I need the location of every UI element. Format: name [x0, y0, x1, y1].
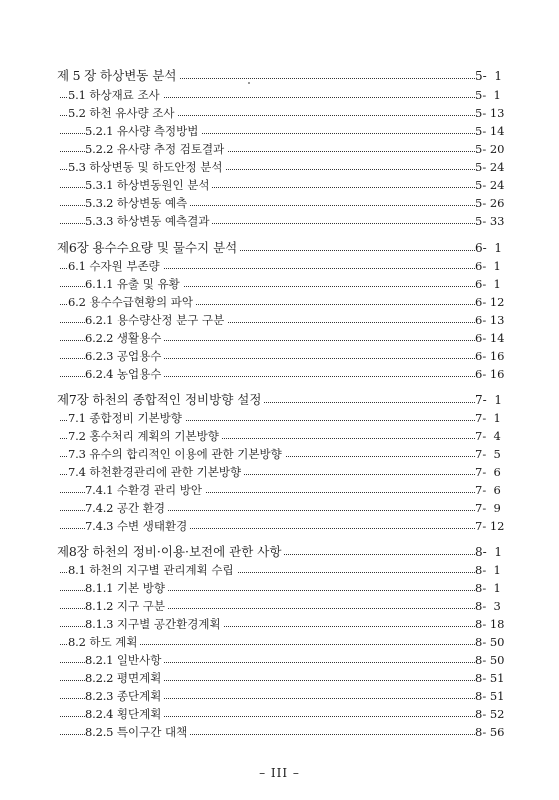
toc-subsection-entry[interactable] — [0, 365, 559, 383]
toc-entry-page-number: 5- 1 — [475, 86, 520, 104]
toc-entry-number: 5.2.1 — [85, 124, 114, 138]
toc-section-entry[interactable] — [0, 104, 559, 122]
toc-subsection-entry[interactable] — [0, 481, 559, 499]
toc-entry-page-number: 7- 4 — [475, 427, 520, 445]
toc-entry-title: 하천환경관리에 관한 기본방향 — [89, 465, 242, 479]
toc-entry-label — [68, 86, 163, 104]
toc-entry-page-number: 7- 9 — [475, 499, 520, 517]
toc-entry-number: 7.4 — [68, 465, 86, 479]
toc-entry-label — [68, 561, 237, 579]
toc-entry-title: 하천의 정비·이용·보전에 관한 사항 — [92, 544, 282, 559]
toc-subsection-entry[interactable] — [0, 499, 559, 517]
toc-entry-number: 7.4.2 — [85, 501, 114, 515]
toc-chapter-entry[interactable] — [0, 543, 559, 561]
toc-entry-number: 8.2 — [68, 635, 86, 649]
toc-entry-number: 5.3.3 — [85, 214, 114, 228]
toc-entry-label — [85, 194, 190, 212]
toc-subsection-entry[interactable] — [0, 669, 559, 687]
toc-section-entry[interactable] — [0, 427, 559, 445]
toc-section-entry[interactable] — [0, 158, 559, 176]
toc-entry-label — [85, 275, 183, 293]
toc-entry-page-number: 5- 24 — [475, 158, 520, 176]
toc-entry-label — [68, 445, 285, 463]
toc-entry-label — [85, 212, 212, 230]
toc-subsection-entry[interactable] — [0, 579, 559, 597]
toc-entry-page-number: 8- 51 — [475, 687, 520, 705]
toc-entry-label — [85, 140, 227, 158]
toc-entry-label — [57, 391, 264, 409]
toc-entry-title: 하천의 종합적인 정비방향 설정 — [92, 392, 262, 407]
toc-entry-title: 종합정비 기본방향 — [89, 411, 182, 425]
toc-section-entry[interactable] — [0, 257, 559, 275]
toc-entry-number: 제8장 — [57, 544, 89, 559]
toc-section-entry[interactable] — [0, 86, 559, 104]
toc-entry-number: 5.3.2 — [85, 196, 114, 210]
toc-entry-number: 제7장 — [57, 392, 89, 407]
toc-entry-title: 하상변동 분석 — [100, 68, 177, 83]
toc-entry-number: 7.2 — [68, 429, 86, 443]
toc-entry-page-number: 8- 56 — [475, 723, 520, 741]
toc-entry-title: 용수량산정 분구 구분 — [116, 313, 225, 327]
toc-chapter-entry[interactable] — [0, 391, 559, 409]
toc-entry-page-number: 8- 1 — [475, 543, 520, 561]
toc-entry-number: 8.1 — [68, 563, 86, 577]
toc-entry-number: 5.3.1 — [85, 178, 114, 192]
toc-entry-title: 지구별 공간환경계획 — [116, 617, 221, 631]
toc-entry-label — [68, 158, 226, 176]
toc-section-entry[interactable] — [0, 293, 559, 311]
toc-entry-label — [68, 257, 163, 275]
toc-section-entry[interactable] — [0, 463, 559, 481]
toc-subsection-entry[interactable] — [0, 705, 559, 723]
toc-entry-page-number: 6- 12 — [475, 293, 520, 311]
toc-subsection-entry[interactable] — [0, 347, 559, 365]
toc-entry-number: 7.3 — [68, 447, 86, 461]
toc-entry-title: 유수의 합리적인 이용에 관한 기본방향 — [89, 447, 282, 461]
toc-subsection-entry[interactable] — [0, 615, 559, 633]
toc-entry-label — [85, 651, 164, 669]
toc-entry-page-number: 8- 18 — [475, 615, 520, 633]
toc-entry-number: 제6장 — [57, 240, 89, 255]
toc-entry-label — [85, 347, 164, 365]
toc-entry-page-number: 6- 16 — [475, 347, 520, 365]
toc-entry-title: 유사량 측정방법 — [116, 124, 199, 138]
toc-section-entry[interactable] — [0, 633, 559, 651]
toc-entry-title: 홍수처리 계획의 기본방향 — [89, 429, 219, 443]
toc-entry-number: 8.1.3 — [85, 617, 114, 631]
toc-entry-title: 수자원 부존량 — [89, 259, 160, 273]
toc-entry-title: 농업용수 — [116, 367, 162, 381]
toc-subsection-entry[interactable] — [0, 212, 559, 230]
toc-subsection-entry[interactable] — [0, 122, 559, 140]
toc-entry-title: 공간 환경 — [116, 501, 166, 515]
toc-entry-title: 용수수요량 및 물수지 분석 — [92, 240, 238, 255]
toc-entry-number: 8.2.1 — [85, 653, 114, 667]
toc-entry-number: 6.2.4 — [85, 367, 114, 381]
toc-entry-number: 8.1.1 — [85, 581, 114, 595]
toc-entry-page-number: 5- 26 — [475, 194, 520, 212]
toc-entry-number: 5.3 — [68, 160, 86, 174]
toc-subsection-entry[interactable] — [0, 597, 559, 615]
toc-entry-title: 수환경 관리 방안 — [116, 483, 202, 497]
toc-entry-label — [68, 409, 185, 427]
toc-entry-page-number: 6- 16 — [475, 365, 520, 383]
toc-entry-page-number: 6- 1 — [475, 239, 520, 257]
toc-subsection-entry[interactable] — [0, 651, 559, 669]
toc-entry-title: 하상재료 조사 — [89, 88, 160, 102]
toc-entry-page-number: 8- 1 — [475, 561, 520, 579]
toc-entry-number: 8.2.3 — [85, 689, 114, 703]
toc-entry-label — [85, 669, 164, 687]
toc-entry-title: 지구 구분 — [116, 599, 166, 613]
toc-subsection-entry[interactable] — [0, 723, 559, 741]
toc-entry-page-number: 8- 1 — [475, 579, 520, 597]
scan-speck — [248, 82, 250, 84]
toc-entry-page-number: 6- 14 — [475, 329, 520, 347]
toc-section-entry[interactable] — [0, 445, 559, 463]
toc-subsection-entry[interactable] — [0, 687, 559, 705]
toc-entry-label — [85, 481, 205, 499]
toc-subsection-entry[interactable] — [0, 194, 559, 212]
toc-entry-title: 하천 유사량 조사 — [89, 106, 175, 120]
toc-entry-label — [85, 499, 168, 517]
toc-entry-number: 5.2.2 — [85, 142, 114, 156]
toc-entry-number: 8.1.2 — [85, 599, 114, 613]
toc-entry-page-number: 7- 12 — [475, 517, 520, 535]
toc-entry-page-number: 8- 3 — [475, 597, 520, 615]
toc-entry-page-number: 5- 13 — [475, 104, 520, 122]
toc-entry-page-number: 6- 1 — [475, 275, 520, 293]
toc-entry-page-number: 7- 5 — [475, 445, 520, 463]
toc-entry-label — [57, 543, 284, 561]
toc-entry-label — [68, 427, 222, 445]
toc-entry-title: 하상변동 및 하도안정 분석 — [89, 160, 223, 174]
toc-entry-page-number: 5- 1 — [475, 67, 520, 85]
toc-subsection-entry[interactable] — [0, 517, 559, 535]
toc-entry-title: 종단계획 — [116, 689, 162, 703]
toc-entry-label — [85, 615, 224, 633]
toc-entry-page-number: 8- 51 — [475, 669, 520, 687]
toc-entry-title: 평면계획 — [116, 671, 162, 685]
toc-entry-label — [85, 311, 227, 329]
toc-chapter-entry[interactable] — [0, 67, 559, 85]
toc-entry-title: 유사량 추정 검토결과 — [116, 142, 225, 156]
toc-entry-title: 용수수급현황의 파악 — [89, 295, 193, 309]
toc-entry-page-number: 8- 50 — [475, 651, 520, 669]
toc-entry-label — [57, 239, 240, 257]
toc-entry-number: 제 5 장 — [57, 68, 97, 83]
toc-entry-page-number: 8- 50 — [475, 633, 520, 651]
toc-entry-number: 7.4.3 — [85, 519, 114, 533]
toc-entry-number: 6.1.1 — [85, 277, 114, 291]
toc-entry-title: 유출 및 유황 — [116, 277, 180, 291]
toc-entry-label — [68, 104, 177, 122]
toc-entry-title: 하도 계획 — [89, 635, 138, 649]
toc-entry-label — [68, 463, 244, 481]
toc-entry-page-number: 6- 13 — [475, 311, 520, 329]
toc-entry-page-number: 7- 1 — [475, 409, 520, 427]
toc-entry-title: 기본 방향 — [116, 581, 166, 595]
toc-entry-number: 6.2.2 — [85, 331, 114, 345]
page-number-footer: – III – — [259, 766, 300, 780]
toc-subsection-entry[interactable] — [0, 176, 559, 194]
toc-entry-number: 8.2.5 — [85, 725, 114, 739]
toc-entry-title: 하상변동 예측 — [116, 196, 188, 210]
toc-entry-number: 6.2 — [68, 295, 86, 309]
toc-entry-title: 하상변동 예측결과 — [116, 214, 210, 228]
toc-entry-number: 8.2.4 — [85, 707, 114, 721]
toc-entry-label — [85, 723, 190, 741]
toc-entry-page-number: 5- 24 — [475, 176, 520, 194]
toc-entry-label — [68, 293, 196, 311]
toc-entry-title: 하천의 지구별 관리계획 수립 — [89, 563, 234, 577]
toc-entry-label — [85, 579, 168, 597]
toc-subsection-entry[interactable] — [0, 140, 559, 158]
toc-entry-page-number: 7- 6 — [475, 463, 520, 481]
toc-entry-label — [85, 517, 190, 535]
toc-entry-label — [85, 122, 201, 140]
toc-entry-number: 7.1 — [68, 411, 86, 425]
toc-entry-page-number: 5- 14 — [475, 122, 520, 140]
toc-subsection-entry[interactable] — [0, 329, 559, 347]
toc-entry-title: 공업용수 — [116, 349, 162, 363]
toc-entry-title: 하상변동원인 분석 — [116, 178, 210, 192]
toc-chapter-entry[interactable] — [0, 239, 559, 257]
toc-entry-page-number: 8- 52 — [475, 705, 520, 723]
toc-entry-label — [68, 633, 140, 651]
toc-entry-label — [85, 365, 164, 383]
toc-entry-page-number: 7- 6 — [475, 481, 520, 499]
toc-entry-title: 특이구간 대책 — [116, 725, 188, 739]
toc-entry-number: 5.2 — [68, 106, 86, 120]
toc-entry-title: 일반사항 — [116, 653, 162, 667]
toc-entry-number: 6.2.1 — [85, 313, 114, 327]
toc-entry-title: 수변 생태환경 — [116, 519, 188, 533]
toc-entry-label — [85, 597, 168, 615]
toc-entry-label — [85, 176, 212, 194]
toc-entry-label — [85, 329, 164, 347]
toc-entry-title: 생활용수 — [116, 331, 162, 345]
toc-entry-number: 8.2.2 — [85, 671, 114, 685]
toc-entry-page-number: 5- 20 — [475, 140, 520, 158]
toc-entry-number: 6.2.3 — [85, 349, 114, 363]
toc-entry-label — [85, 687, 164, 705]
toc-entry-page-number: 5- 33 — [475, 212, 520, 230]
toc-entry-number: 5.1 — [68, 88, 86, 102]
toc-subsection-entry[interactable] — [0, 275, 559, 293]
toc-entry-page-number: 6- 1 — [475, 257, 520, 275]
toc-subsection-entry[interactable] — [0, 311, 559, 329]
toc-section-entry[interactable] — [0, 561, 559, 579]
toc-entry-label — [57, 67, 179, 85]
toc-entry-number: 7.4.1 — [85, 483, 114, 497]
toc-section-entry[interactable] — [0, 409, 559, 427]
toc-entry-title: 횡단계획 — [116, 707, 162, 721]
toc-entry-label — [85, 705, 164, 723]
toc-entry-number: 6.1 — [68, 259, 86, 273]
toc-entry-page-number: 7- 1 — [475, 391, 520, 409]
